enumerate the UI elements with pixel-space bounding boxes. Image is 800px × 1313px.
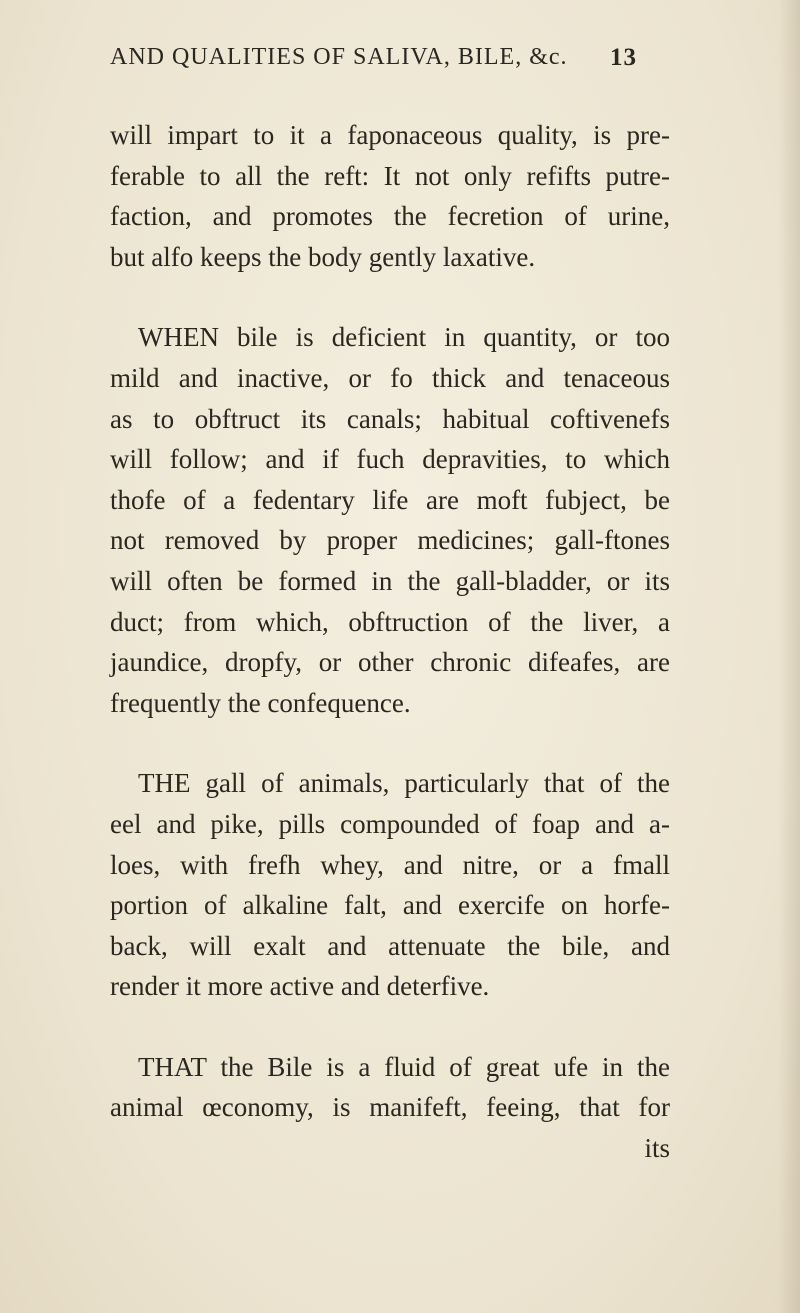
- text-line: faction, and promotes the fecretion of urine,: [110, 201, 670, 232]
- text-line: loes, with frefh whey, and nitre, or a fmall: [110, 849, 670, 880]
- text-line: eel and pike, pills compounded of foap and a-: [110, 808, 670, 839]
- text-line: not removed by proper medicines; gall-ftones: [110, 525, 670, 556]
- paragraph-1: [110, 115, 670, 277]
- text-line: thofe of a fedentary life are moft fubject, be: [110, 484, 670, 515]
- page-number: 13: [610, 44, 637, 71]
- paragraph-2: [110, 317, 670, 723]
- text-line: WHEN bile is deficient in quantity, or too: [138, 322, 670, 353]
- running-header: [110, 44, 670, 71]
- text-line: mild and inactive, or fo thick and tenaceous: [110, 362, 670, 393]
- text-line: back, will exalt and attenuate the bile, and: [110, 930, 670, 961]
- paragraph-3: [110, 763, 670, 1007]
- text-line: THAT the Bile is a fluid of great ufe in the: [138, 1051, 670, 1082]
- text-line: THE gall of animals, particularly that of the: [138, 768, 670, 799]
- text-line: will follow; and if fuch depravities, to which: [110, 444, 670, 475]
- text-line: but alfo keeps the body gently laxative.: [110, 241, 536, 272]
- text-line: as to obftruct its canals; habitual coftivenefs: [110, 403, 670, 434]
- text-line: jaundice, dropfy, or other chronic difeafes, are: [110, 647, 670, 678]
- body-text: [110, 115, 670, 1169]
- text-line: duct; from which, obftruction of the liver, a: [110, 606, 670, 637]
- text-line: portion of alkaline falt, and exercife on horfe-: [110, 890, 670, 921]
- catchword: its: [644, 1133, 670, 1164]
- running-title: AND QUALITIES OF SALIVA, BILE, &c.: [110, 44, 568, 70]
- text-line: will often be formed in the gall-bladder, or its: [110, 565, 670, 596]
- paragraph-4: [110, 1047, 670, 1169]
- text-line: frequently the confequence.: [110, 687, 411, 718]
- text-line: will impart to it a faponaceous quality, is pre-: [110, 120, 670, 150]
- text-line: render it more active and deterfive.: [110, 971, 490, 1002]
- text-line: animal œconomy, is manifeft, feeing, that for: [110, 1092, 670, 1123]
- text-line: ferable to all the reft: It not only refifts putre-: [110, 160, 670, 191]
- page-edge-shadow: [778, 0, 800, 1313]
